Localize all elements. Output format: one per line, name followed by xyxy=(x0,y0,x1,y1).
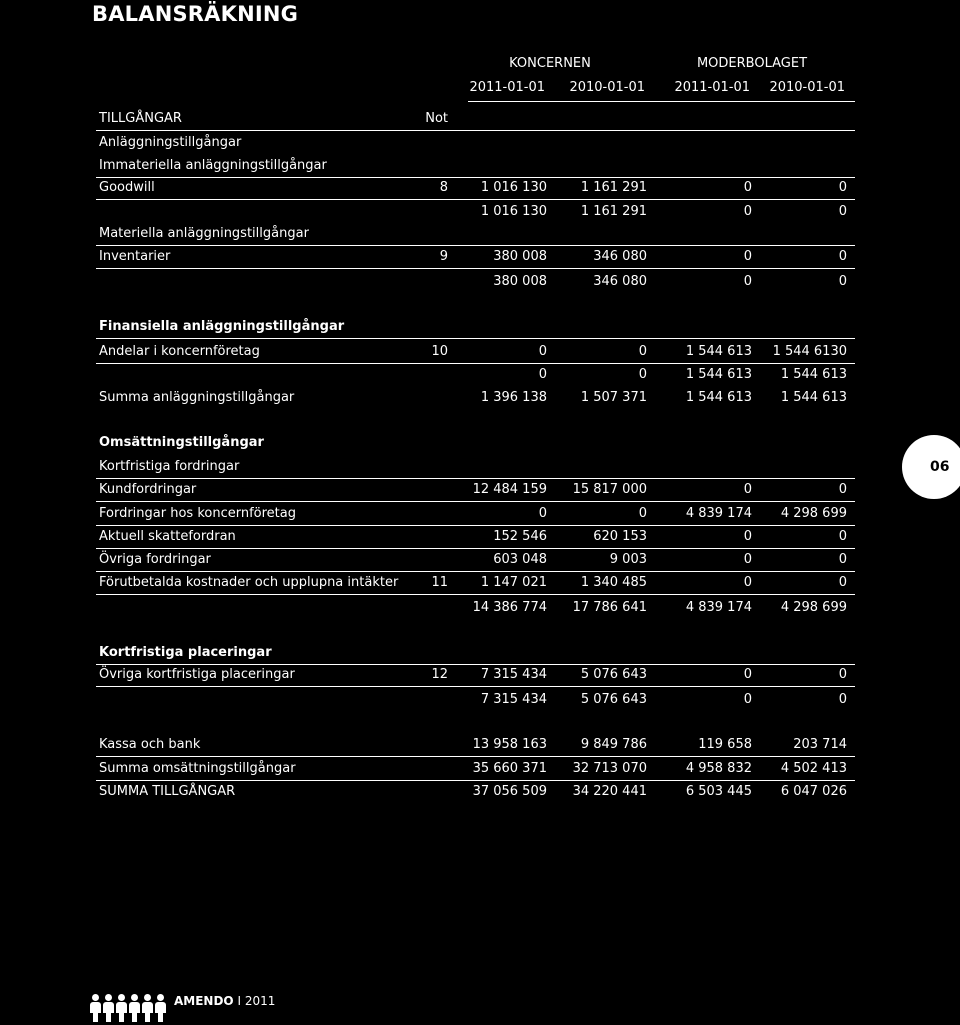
group-header-koncernen: KONCERNEN xyxy=(509,56,591,71)
table-row xyxy=(96,270,855,293)
row-value-1: 380 008 xyxy=(493,249,547,264)
row-value-2: 346 080 xyxy=(593,249,647,264)
row-value-1: 0 xyxy=(538,506,547,521)
table-row xyxy=(96,733,855,757)
row-value-3: 0 xyxy=(743,180,752,195)
row-value-3: 1 544 613 xyxy=(685,344,752,359)
row-value-4: 4 298 699 xyxy=(780,506,847,521)
table-row xyxy=(96,131,855,154)
row-value-4: 0 xyxy=(838,482,847,497)
row-value-2: 9 003 xyxy=(609,552,647,567)
brand-separator: I xyxy=(237,994,242,1008)
row-value-4: 0 xyxy=(838,552,847,567)
row-label: Finansiella anläggningstillgångar xyxy=(99,319,345,334)
row-value-3: 0 xyxy=(743,667,752,682)
row-value-2: 34 220 441 xyxy=(572,784,647,799)
row-value-4: 1 544 613 xyxy=(780,367,847,382)
row-label: Kassa och bank xyxy=(99,737,201,752)
row-value-4: 0 xyxy=(838,692,847,707)
row-label: Inventarier xyxy=(99,249,171,264)
row-value-2: 9 849 786 xyxy=(580,737,647,752)
row-value-2: 1 161 291 xyxy=(580,180,647,195)
row-value-2: 1 161 291 xyxy=(580,204,647,219)
row-value-4: 6 047 026 xyxy=(780,784,847,799)
page-title: BALANSRÄKNING xyxy=(92,2,299,26)
row-value-3: 0 xyxy=(743,249,752,264)
date-header-row xyxy=(0,80,960,100)
row-value-2: 0 xyxy=(638,344,647,359)
row-value-1: 12 484 159 xyxy=(472,482,547,497)
table-header-row xyxy=(96,107,855,131)
table-row xyxy=(96,525,855,549)
table-row xyxy=(96,315,855,339)
row-label: Aktuell skattefordran xyxy=(99,529,236,544)
footer-brand xyxy=(174,994,275,1008)
row-value-2: 32 713 070 xyxy=(572,761,647,776)
row-value-4: 0 xyxy=(838,180,847,195)
row-value-4: 203 714 xyxy=(793,737,847,752)
row-label: Övriga kortfristiga placeringar xyxy=(99,667,295,682)
table-row xyxy=(96,455,855,479)
row-value-2: 5 076 643 xyxy=(580,692,647,707)
note-column-heading: Not xyxy=(425,111,448,126)
row-value-1: 14 386 774 xyxy=(472,600,547,615)
row-value-4: 4 502 413 xyxy=(780,761,847,776)
row-value-2: 0 xyxy=(638,506,647,521)
row-value-4: 4 298 699 xyxy=(780,600,847,615)
row-value-3: 0 xyxy=(743,692,752,707)
row-value-4: 0 xyxy=(838,204,847,219)
row-label: Kortfristiga placeringar xyxy=(99,645,272,660)
row-note: 9 xyxy=(439,249,448,264)
table-row xyxy=(96,548,855,572)
table-row xyxy=(96,478,855,502)
row-value-2: 15 817 000 xyxy=(572,482,647,497)
row-value-2: 17 786 641 xyxy=(572,600,647,615)
row-label: Summa anläggningstillgångar xyxy=(99,390,295,405)
group-header-moderbolaget: MODERBOLAGET xyxy=(696,56,808,71)
row-value-1: 1 016 130 xyxy=(480,204,547,219)
people-logo-icon xyxy=(90,994,166,1022)
row-label: SUMMA TILLGÅNGAR xyxy=(99,784,236,799)
row-label: Summa omsättningstillgångar xyxy=(99,761,296,776)
row-value-1: 7 315 434 xyxy=(480,667,547,682)
date-header-divider xyxy=(468,101,855,102)
row-value-4: 0 xyxy=(838,274,847,289)
row-value-3: 1 544 613 xyxy=(685,390,752,405)
table-row xyxy=(96,200,855,223)
row-value-2: 0 xyxy=(638,367,647,382)
row-value-4: 1 544 613 xyxy=(780,390,847,405)
table-row xyxy=(96,340,855,364)
row-value-1: 0 xyxy=(538,344,547,359)
row-value-1: 0 xyxy=(538,367,547,382)
row-value-1: 1 016 130 xyxy=(480,180,547,195)
row-value-3: 0 xyxy=(743,552,752,567)
row-note: 8 xyxy=(439,180,448,195)
row-label: Materiella anläggningstillgångar xyxy=(99,226,309,241)
row-value-1: 13 958 163 xyxy=(472,737,547,752)
table-row xyxy=(96,571,855,595)
table-row xyxy=(96,176,855,200)
row-value-2: 620 153 xyxy=(593,529,647,544)
row-value-3: 4 839 174 xyxy=(685,600,752,615)
row-label: Andelar i koncernföretag xyxy=(99,344,260,359)
row-value-3: 0 xyxy=(743,274,752,289)
brand-year: 2011 xyxy=(244,994,276,1008)
row-value-4: 0 xyxy=(838,575,847,590)
row-value-2: 5 076 643 xyxy=(580,667,647,682)
row-label: Övriga fordringar xyxy=(99,552,211,567)
table-row xyxy=(96,386,855,409)
row-value-1: 7 315 434 xyxy=(480,692,547,707)
row-value-3: 4 839 174 xyxy=(685,506,752,521)
row-value-1: 1 396 138 xyxy=(480,390,547,405)
table-row xyxy=(96,596,855,619)
table-row xyxy=(96,363,855,386)
row-note: 12 xyxy=(431,667,448,682)
table-row xyxy=(96,222,855,246)
row-value-4: 0 xyxy=(838,249,847,264)
row-label: Förutbetalda kostnader och upplupna intäkter xyxy=(99,575,399,590)
table-row xyxy=(96,154,855,178)
row-label: Goodwill xyxy=(99,180,155,195)
brand-name: AMENDO xyxy=(174,994,234,1008)
table-row xyxy=(96,688,855,711)
table-row xyxy=(96,502,855,526)
row-label: Anläggningstillgångar xyxy=(99,135,242,150)
row-value-2: 346 080 xyxy=(593,274,647,289)
row-value-4: 0 xyxy=(838,529,847,544)
row-value-3: 0 xyxy=(743,529,752,544)
row-label: Immateriella anläggningstillgångar xyxy=(99,158,327,173)
row-note: 11 xyxy=(431,575,448,590)
table-row xyxy=(96,663,855,687)
section-tab: 06 xyxy=(902,435,960,499)
row-value-1: 37 056 509 xyxy=(472,784,547,799)
row-value-4: 0 xyxy=(838,667,847,682)
row-value-4: 1 544 6130 xyxy=(772,344,847,359)
row-value-1: 152 546 xyxy=(493,529,547,544)
row-note: 10 xyxy=(431,344,448,359)
table-row xyxy=(96,641,855,665)
table-row xyxy=(96,780,855,803)
table-row xyxy=(96,757,855,781)
assets-heading: TILLGÅNGAR xyxy=(99,111,182,126)
row-value-2: 1 340 485 xyxy=(580,575,647,590)
date-column-4: 2010-01-01 xyxy=(769,80,845,95)
row-label: Omsättningstillgångar xyxy=(99,435,264,450)
date-column-1: 2011-01-01 xyxy=(469,80,545,95)
date-column-3: 2011-01-01 xyxy=(674,80,750,95)
row-value-3: 0 xyxy=(743,575,752,590)
row-value-3: 1 544 613 xyxy=(685,367,752,382)
row-value-3: 119 658 xyxy=(698,737,752,752)
row-value-3: 0 xyxy=(743,204,752,219)
row-value-1: 35 660 371 xyxy=(472,761,547,776)
row-value-3: 0 xyxy=(743,482,752,497)
row-label: Kortfristiga fordringar xyxy=(99,459,240,474)
date-column-2: 2010-01-01 xyxy=(569,80,645,95)
row-value-1: 1 147 021 xyxy=(480,575,547,590)
table-row xyxy=(96,245,855,269)
table-row xyxy=(96,431,855,454)
row-value-1: 603 048 xyxy=(493,552,547,567)
row-value-1: 380 008 xyxy=(493,274,547,289)
row-value-3: 6 503 445 xyxy=(685,784,752,799)
row-label: Fordringar hos koncernföretag xyxy=(99,506,296,521)
row-label: Kundfordringar xyxy=(99,482,197,497)
row-value-2: 1 507 371 xyxy=(580,390,647,405)
row-value-3: 4 958 832 xyxy=(685,761,752,776)
